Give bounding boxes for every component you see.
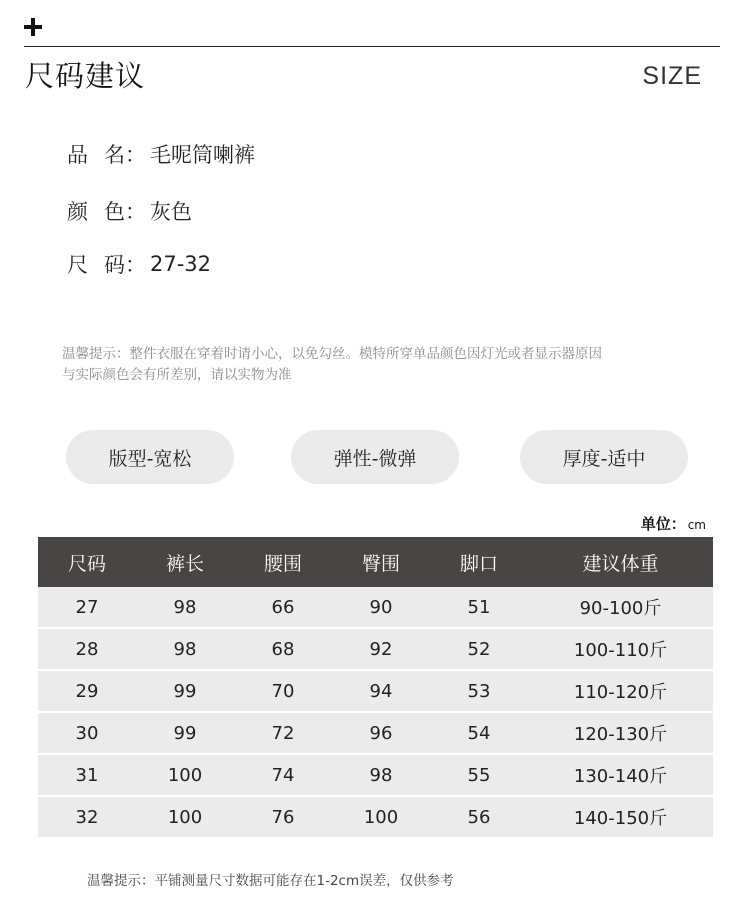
page-title-en: SIZE	[642, 62, 702, 90]
table-cell: 130-140斤	[528, 755, 713, 797]
table-row	[38, 713, 713, 755]
product-color-label: 颜 色	[67, 200, 125, 224]
product-size-row: 尺 码 ： 27-32	[67, 249, 211, 279]
table-cell: 31	[38, 755, 136, 797]
table-cell: 90	[332, 587, 430, 629]
table-cell: 74	[234, 755, 332, 797]
column-header: 腰围	[234, 537, 332, 587]
table-cell: 72	[234, 713, 332, 755]
table-cell: 100	[332, 797, 430, 837]
feature-fit-badge: 版型-宽松	[66, 430, 234, 484]
table-cell: 100-110斤	[528, 629, 713, 671]
plus-icon	[24, 18, 42, 36]
table-cell: 51	[430, 587, 528, 629]
unit-label: 单位： cm	[640, 515, 706, 533]
table-cell: 90-100斤	[528, 587, 713, 629]
table-row	[38, 797, 713, 837]
table-cell: 94	[332, 671, 430, 713]
table-cell: 55	[430, 755, 528, 797]
table-cell: 29	[38, 671, 136, 713]
table-row	[38, 671, 713, 713]
table-cell: 96	[332, 713, 430, 755]
table-cell: 98	[136, 587, 234, 629]
product-size-value: 27-32	[150, 252, 212, 276]
table-cell: 100	[136, 797, 234, 837]
feature-elasticity-badge: 弹性-微弹	[291, 430, 459, 484]
table-cell: 52	[430, 629, 528, 671]
table-row	[38, 587, 713, 629]
top-divider	[24, 46, 720, 47]
product-name-label: 品 名	[67, 143, 125, 167]
care-notice-line-2: 与实际颜色会有所差别，请以实物为准	[62, 367, 292, 383]
table-cell: 98	[332, 755, 430, 797]
care-notice	[62, 344, 702, 386]
table-cell: 28	[38, 629, 136, 671]
product-color-row: 颜 色 ： 灰色	[67, 196, 192, 226]
product-name-value: 毛呢筒喇裤	[150, 143, 255, 167]
table-cell: 140-150斤	[528, 797, 713, 837]
unit-value: cm	[687, 518, 706, 532]
table-cell: 98	[136, 629, 234, 671]
measurement-note: 温馨提示：平铺测量尺寸数据可能存在1-2cm误差，仅供参考	[87, 873, 454, 889]
table-cell: 54	[430, 713, 528, 755]
table-row	[38, 629, 713, 671]
table-cell: 56	[430, 797, 528, 837]
table-row	[38, 755, 713, 797]
feature-thickness-badge: 厚度-适中	[520, 430, 688, 484]
table-header-row	[38, 537, 713, 587]
table-cell: 76	[234, 797, 332, 837]
care-notice-line-1: 温馨提示：整件衣服在穿着时请小心，以免勾丝。模特所穿单品颜色因灯光或者显示器原因	[62, 346, 602, 362]
product-color-value: 灰色	[150, 200, 192, 224]
table-cell: 53	[430, 671, 528, 713]
table-cell: 110-120斤	[528, 671, 713, 713]
size-table	[38, 537, 713, 837]
table-cell: 120-130斤	[528, 713, 713, 755]
table-cell: 66	[234, 587, 332, 629]
table-cell: 99	[136, 713, 234, 755]
table-cell: 70	[234, 671, 332, 713]
table-cell: 32	[38, 797, 136, 837]
product-name-row: 品 名 ： 毛呢筒喇裤	[67, 139, 255, 169]
page-title: 尺码建议	[25, 59, 146, 93]
table-cell: 92	[332, 629, 430, 671]
column-header: 建议体重	[528, 537, 713, 587]
column-header: 脚口	[430, 537, 528, 587]
column-header: 臀围	[332, 537, 430, 587]
table-cell: 99	[136, 671, 234, 713]
column-header: 裤长	[136, 537, 234, 587]
column-header: 尺码	[38, 537, 136, 587]
table-cell: 100	[136, 755, 234, 797]
table-cell: 27	[38, 587, 136, 629]
product-size-label: 尺 码	[67, 253, 125, 277]
table-cell: 68	[234, 629, 332, 671]
table-cell: 30	[38, 713, 136, 755]
